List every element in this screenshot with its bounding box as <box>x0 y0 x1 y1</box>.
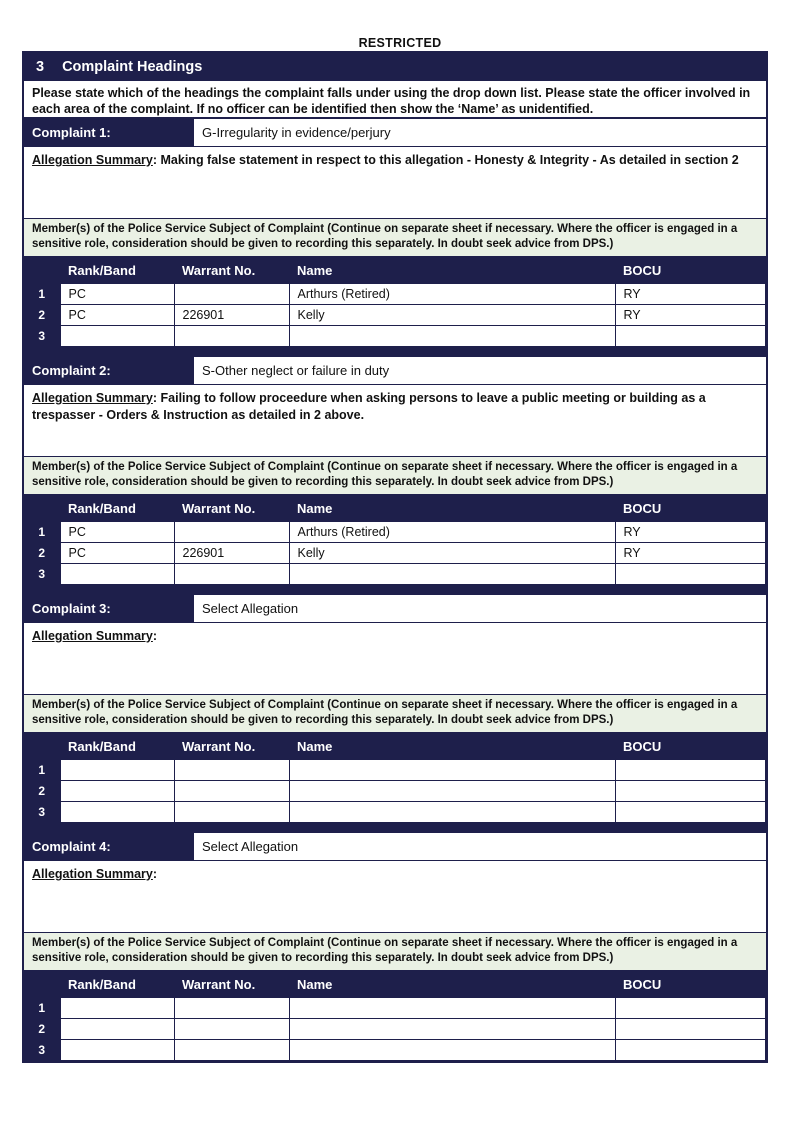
row-number: 3 <box>24 326 60 347</box>
allegation-summary-field[interactable]: Allegation Summary: <box>24 861 766 933</box>
complaint-block <box>24 119 766 347</box>
bocu-cell[interactable] <box>615 998 766 1019</box>
section-title: Complaint Headings <box>62 59 203 75</box>
bocu-cell[interactable]: RY <box>615 543 766 564</box>
col-warrant-no: Warrant No. <box>174 971 289 998</box>
row-number: 2 <box>24 781 60 802</box>
warrant-cell[interactable] <box>174 781 289 802</box>
name-cell[interactable]: Kelly <box>289 543 615 564</box>
table-row <box>24 522 766 543</box>
allegation-dropdown[interactable]: S-Other neglect or failure in duty <box>193 357 766 384</box>
col-bocu: BOCU <box>615 971 766 998</box>
allegation-summary-field[interactable]: Allegation Summary: Failing to follow proceedure when asking persons to leave a public meeting or building as a trespasser - Orders & Instruction as detailed in 2 above. <box>24 385 766 457</box>
allegation-summary-field[interactable]: Allegation Summary: <box>24 623 766 695</box>
rank-cell[interactable] <box>60 326 174 347</box>
bocu-cell[interactable] <box>615 802 766 823</box>
row-number: 1 <box>24 998 60 1019</box>
officers-table <box>24 733 766 823</box>
col-bocu: BOCU <box>615 257 766 284</box>
rank-cell[interactable] <box>60 1019 174 1040</box>
table-row <box>24 1040 766 1061</box>
allegation-summary-text: Making false statement in respect to this allegation - Honesty & Integrity - As detailed in section 2 <box>160 153 739 167</box>
col-rank-band: Rank/Band <box>60 733 174 760</box>
rank-cell[interactable] <box>60 760 174 781</box>
table-row <box>24 284 766 305</box>
complaint-block <box>24 833 766 1061</box>
allegation-summary-label: Allegation Summary <box>32 391 153 405</box>
allegation-summary-text: Failing to follow proceedure when asking persons to leave a public meeting or building as a trespasser - Orders & Instruction as detailed in 2 above. <box>32 391 706 422</box>
warrant-cell[interactable]: 226901 <box>174 543 289 564</box>
complaint-label: Complaint 2: <box>24 357 193 384</box>
section-header <box>24 53 766 81</box>
allegation-summary-label: Allegation Summary <box>32 867 153 881</box>
col-index <box>24 495 60 522</box>
table-row <box>24 543 766 564</box>
divider <box>24 585 766 595</box>
name-cell[interactable] <box>289 1040 615 1061</box>
allegation-dropdown[interactable]: Select Allegation <box>193 833 766 860</box>
divider <box>24 347 766 357</box>
members-note: Member(s) of the Police Service Subject of Complaint (Continue on separate sheet if necessary. Where the officer is engaged in a sensitive role, consideration should be given to recording this separately. In doubt seek advice from DPS.) <box>24 219 766 257</box>
warrant-cell[interactable]: 226901 <box>174 305 289 326</box>
bocu-cell[interactable] <box>615 1040 766 1061</box>
col-index <box>24 257 60 284</box>
table-row <box>24 564 766 585</box>
allegation-summary-label: Allegation Summary <box>32 153 153 167</box>
allegation-summary-label: Allegation Summary <box>32 629 153 643</box>
members-note: Member(s) of the Police Service Subject of Complaint (Continue on separate sheet if necessary. Where the officer is engaged in a sensitive role, consideration should be given to recording this separately. In doubt seek advice from DPS.) <box>24 457 766 495</box>
officers-table <box>24 971 766 1061</box>
rank-cell[interactable] <box>60 802 174 823</box>
rank-cell[interactable]: PC <box>60 305 174 326</box>
warrant-cell[interactable] <box>174 564 289 585</box>
divider <box>24 823 766 833</box>
table-row <box>24 326 766 347</box>
name-cell[interactable] <box>289 564 615 585</box>
bocu-cell[interactable] <box>615 1019 766 1040</box>
allegation-summary-field[interactable]: Allegation Summary: Making false statement in respect to this allegation - Honesty & Integrity - As detailed in section 2 <box>24 147 766 219</box>
name-cell[interactable] <box>289 1019 615 1040</box>
complaint-block <box>24 357 766 585</box>
warrant-cell[interactable] <box>174 522 289 543</box>
col-rank-band: Rank/Band <box>60 495 174 522</box>
restricted-marking: RESTRICTED <box>358 36 442 50</box>
name-cell[interactable]: Arthurs (Retired) <box>289 284 615 305</box>
members-note: Member(s) of the Police Service Subject of Complaint (Continue on separate sheet if necessary. Where the officer is engaged in a sensitive role, consideration should be given to recording this separately. In doubt seek advice from DPS.) <box>24 695 766 733</box>
complaint-label: Complaint 4: <box>24 833 193 860</box>
warrant-cell[interactable] <box>174 284 289 305</box>
col-bocu: BOCU <box>615 495 766 522</box>
table-row <box>24 760 766 781</box>
row-number: 1 <box>24 284 60 305</box>
rank-cell[interactable] <box>60 1040 174 1061</box>
table-row <box>24 998 766 1019</box>
warrant-cell[interactable] <box>174 1019 289 1040</box>
bocu-cell[interactable]: RY <box>615 522 766 543</box>
warrant-cell[interactable] <box>174 326 289 347</box>
col-warrant-no: Warrant No. <box>174 733 289 760</box>
bocu-cell[interactable] <box>615 781 766 802</box>
row-number: 1 <box>24 760 60 781</box>
col-name: Name <box>289 495 615 522</box>
name-cell[interactable] <box>289 760 615 781</box>
name-cell[interactable] <box>289 781 615 802</box>
warrant-cell[interactable] <box>174 1040 289 1061</box>
section-instructions: Please state which of the headings the complaint falls under using the drop down list. Please state the officer involved in each area of the complaint. If no officer can be identified then show the ‘Name’ as unidentified. <box>24 81 766 119</box>
bocu-cell[interactable] <box>615 760 766 781</box>
col-name: Name <box>289 257 615 284</box>
complaint-label: Complaint 1: <box>24 119 193 146</box>
complaint-label: Complaint 3: <box>24 595 193 622</box>
officers-table <box>24 257 766 347</box>
warrant-cell[interactable] <box>174 998 289 1019</box>
col-bocu: BOCU <box>615 733 766 760</box>
name-cell[interactable]: Kelly <box>289 305 615 326</box>
allegation-dropdown[interactable]: Select Allegation <box>193 595 766 622</box>
rank-cell[interactable]: PC <box>60 543 174 564</box>
bocu-cell[interactable] <box>615 326 766 347</box>
rank-cell[interactable] <box>60 564 174 585</box>
bocu-cell[interactable]: RY <box>615 305 766 326</box>
allegation-dropdown[interactable]: G-Irregularity in evidence/perjury <box>193 119 766 146</box>
table-row <box>24 781 766 802</box>
rank-cell[interactable]: PC <box>60 522 174 543</box>
rank-cell[interactable] <box>60 998 174 1019</box>
table-row <box>24 305 766 326</box>
row-number: 3 <box>24 1040 60 1061</box>
warrant-cell[interactable] <box>174 802 289 823</box>
table-row <box>24 1019 766 1040</box>
col-warrant-no: Warrant No. <box>174 495 289 522</box>
row-number: 2 <box>24 1019 60 1040</box>
section-number: 3 <box>36 59 45 75</box>
row-number: 1 <box>24 522 60 543</box>
name-cell[interactable] <box>289 998 615 1019</box>
warrant-cell[interactable] <box>174 760 289 781</box>
col-rank-band: Rank/Band <box>60 257 174 284</box>
row-number: 3 <box>24 802 60 823</box>
col-warrant-no: Warrant No. <box>174 257 289 284</box>
complaint-block <box>24 595 766 823</box>
members-note: Member(s) of the Police Service Subject of Complaint (Continue on separate sheet if necessary. Where the officer is engaged in a sensitive role, consideration should be given to recording this separately. In doubt seek advice from DPS.) <box>24 933 766 971</box>
name-cell[interactable] <box>289 802 615 823</box>
col-index <box>24 733 60 760</box>
rank-cell[interactable] <box>60 781 174 802</box>
rank-cell[interactable]: PC <box>60 284 174 305</box>
name-cell[interactable] <box>289 326 615 347</box>
bocu-cell[interactable] <box>615 564 766 585</box>
bocu-cell[interactable]: RY <box>615 284 766 305</box>
row-number: 3 <box>24 564 60 585</box>
col-name: Name <box>289 971 615 998</box>
col-rank-band: Rank/Band <box>60 971 174 998</box>
col-index <box>24 971 60 998</box>
col-name: Name <box>289 733 615 760</box>
officers-table <box>24 495 766 585</box>
row-number: 2 <box>24 305 60 326</box>
row-number: 2 <box>24 543 60 564</box>
complaint-headings-form <box>22 51 768 1063</box>
name-cell[interactable]: Arthurs (Retired) <box>289 522 615 543</box>
table-row <box>24 802 766 823</box>
